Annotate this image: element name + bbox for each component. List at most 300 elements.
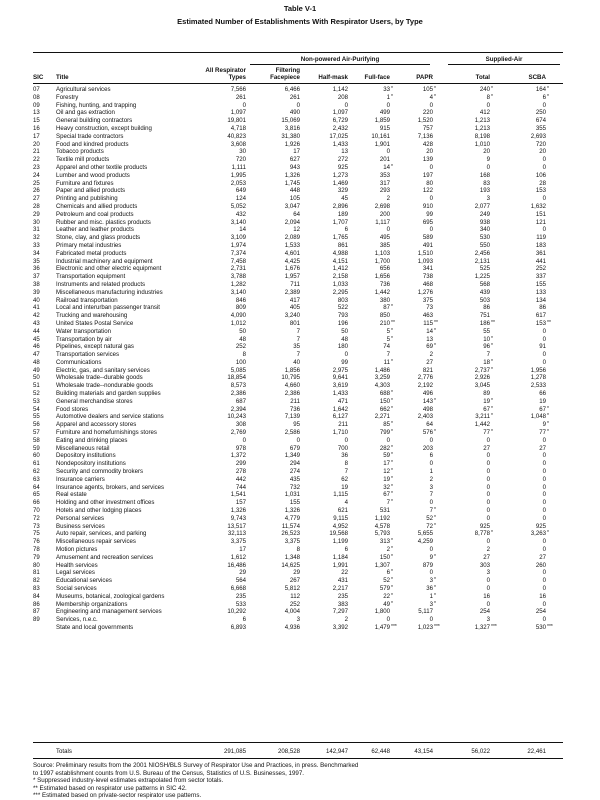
cell-title: Transportation services (56, 351, 120, 359)
cell-supplied-total: 0 (486, 163, 490, 171)
cell-supplied-total: 0 (486, 475, 490, 483)
cell-filtering-facepiece: 1,326 (284, 171, 300, 179)
cell-full-face: 1,442 (374, 288, 390, 296)
cell-half-mask: 2,158 (332, 273, 348, 281)
cell-sic: 48 (33, 358, 40, 366)
cell-all-types: 2,053 (230, 179, 246, 187)
cell-half-mask: 7 (344, 468, 348, 476)
table-row (0, 374, 600, 382)
cell-supplied-total: 439 (479, 288, 490, 296)
table-row (0, 476, 600, 484)
cell-sic: 66 (33, 499, 40, 507)
cell-scba-mark: * (547, 429, 549, 436)
cell-papr: 2 (429, 351, 433, 359)
cell-papr-mark: * (434, 600, 436, 607)
cell-papr: 0 (429, 163, 433, 171)
cell-half-mask: 1,199 (332, 538, 348, 546)
note-source-1: Source: Preliminary results from the 2001 NIOSH/BLS Survey of Respirator Use and Practices, in press. Benchmarked (33, 762, 359, 769)
cell-title: Health services (56, 561, 98, 569)
cell-scba: 9 (542, 421, 546, 429)
cell-filtering-facepiece: 490 (289, 109, 300, 117)
cell-sic: 24 (33, 171, 40, 179)
cell-filtering-facepiece: 14,625 (281, 561, 300, 569)
cell-half-mask: 6,729 (332, 117, 348, 125)
cell-half-mask: 6 (344, 546, 348, 554)
cell-half-mask: 1,642 (332, 405, 348, 413)
header-title: Title (56, 74, 69, 81)
cell-papr: 2,192 (417, 382, 433, 390)
cell-sic: 64 (33, 483, 40, 491)
cell-full-face: 495 (379, 234, 390, 242)
cell-full-face: 33 (383, 86, 390, 93)
cell-supplied-total: 1,010 (474, 140, 490, 148)
cell-supplied-total: 86 (483, 304, 490, 312)
cell-full-face-mark: * (391, 499, 393, 506)
cell-supplied-total: 249 (479, 210, 490, 218)
cell-scba: 0 (542, 101, 546, 109)
cell-scba: 0 (542, 569, 546, 577)
cell-filtering-facepiece: 5,812 (284, 585, 300, 592)
cell-filtering-facepiece: 2,386 (284, 390, 300, 398)
cell-full-face-mark: * (391, 592, 393, 599)
cell-full-face: 150 (379, 397, 390, 405)
cell-scba: 1,278 (530, 374, 546, 382)
cell-scba: 20 (539, 148, 546, 156)
cell-title: General building contractors (56, 117, 133, 125)
cell-supplied-total-mark: * (491, 366, 493, 373)
cell-full-face: 531 (379, 507, 390, 515)
cell-full-face: 317 (379, 179, 390, 187)
cell-sic: 70 (33, 507, 40, 515)
cell-half-mask: 50 (341, 327, 348, 335)
totals-label: Totals (56, 748, 72, 755)
cell-half-mask: 13 (341, 148, 348, 156)
cell-supplied-total: 0 (486, 483, 490, 491)
cell-all-types: 0 (242, 436, 246, 444)
cell-title: General merchandise stores (56, 397, 133, 405)
cell-scba: 0 (542, 156, 546, 164)
cell-sic: 47 (33, 351, 40, 359)
cell-title: Furniture and fixtures (56, 179, 114, 187)
cell-filtering-facepiece: 11,574 (281, 522, 300, 530)
cell-scba: 0 (542, 475, 546, 483)
cell-scba: 183 (535, 241, 546, 249)
cell-all-types: 3,109 (230, 234, 246, 242)
table-row (0, 172, 600, 180)
cell-half-mask: 861 (337, 241, 348, 249)
table-row (0, 491, 600, 499)
cell-scba-mark: * (547, 405, 549, 412)
header-papr: PAPR (416, 74, 433, 81)
cell-filtering-facepiece: 0 (296, 436, 300, 444)
header-half-mask: Half-mask (318, 74, 348, 81)
cell-papr: 2 (429, 475, 433, 483)
cell-title: Trucking and warehousing (56, 312, 128, 320)
cell-filtering-facepiece: 1,326 (284, 507, 300, 515)
cell-filtering-facepiece: 35 (293, 343, 300, 351)
cell-sic: 62 (33, 468, 40, 476)
cell-filtering-facepiece: 711 (290, 280, 300, 288)
cell-papr: 14 (426, 327, 433, 335)
cell-title: Instruments and related products (56, 280, 146, 288)
table-row (0, 577, 600, 585)
cell-title: Hotels and other lodging places (56, 507, 142, 515)
cell-full-face-mark: *** (391, 623, 397, 630)
cell-sic: 38 (33, 280, 40, 288)
cell-supplied-total-mark: * (491, 93, 493, 100)
cell-half-mask: 4,952 (332, 522, 348, 530)
cell-all-types: 4,090 (230, 312, 246, 320)
cell-all-types: 1,326 (230, 507, 246, 515)
cell-supplied-total: 16 (483, 592, 490, 600)
cell-supplied-total-mark: * (491, 86, 493, 92)
cell-papr: 0 (429, 195, 433, 203)
note-footnote-2: ** Estimated based on respirator use patterns in SIC 42. (33, 784, 187, 792)
cell-title: Miscellaneous retail (56, 444, 110, 452)
cell-all-types: 2,394 (230, 405, 246, 413)
cell-papr: 4 (429, 93, 433, 101)
cell-filtering-facepiece: 2,586 (284, 429, 300, 437)
cell-supplied-total: 0 (486, 436, 490, 444)
cell-title: Petroleum and coal products (56, 210, 134, 218)
cell-full-face: 656 (379, 265, 390, 273)
cell-filtering-facepiece: 95 (293, 421, 300, 429)
cell-all-types: 2,731 (230, 265, 246, 273)
table-row (0, 281, 600, 289)
cell-all-types: 32,113 (227, 530, 246, 538)
cell-title: Paper and allied products (56, 187, 126, 195)
cell-scba: 260 (535, 561, 546, 569)
cell-supplied-total: 1,225 (474, 273, 490, 281)
cell-filtering-facepiece: 8 (296, 546, 300, 554)
cell-title: Fabricated metal products (56, 249, 127, 257)
table-row (0, 133, 600, 141)
table-row (0, 382, 600, 390)
cell-all-types: 533 (235, 600, 246, 608)
cell-scba: 617 (535, 312, 546, 320)
cell-papr: 1 (429, 592, 433, 600)
cell-full-face-mark: * (391, 335, 393, 342)
cell-supplied-total: 19 (483, 397, 490, 405)
cell-papr: 52 (426, 514, 433, 522)
cell-filtering-facepiece: 1,745 (284, 179, 300, 187)
cell-full-face-mark: * (391, 600, 393, 607)
cell-scba: 925 (535, 522, 546, 530)
cell-papr-mark: * (434, 327, 436, 334)
cell-full-face: 5 (386, 335, 390, 343)
cell-filtering-facepiece: 7 (296, 335, 300, 343)
cell-title: Apparel and accessory stores (56, 421, 137, 429)
table-row (0, 234, 600, 242)
cell-supplied-total: 77 (483, 429, 490, 437)
cell-half-mask: 8 (344, 460, 348, 468)
cell-title: Food stores (56, 405, 89, 413)
cell-filtering-facepiece: 3,816 (284, 124, 300, 132)
cell-all-types: 442 (235, 475, 246, 483)
cell-title: Rubber and misc. plastics products (56, 218, 151, 226)
cell-scba: 1,048 (530, 413, 546, 421)
table-row (0, 507, 600, 515)
cell-half-mask: 7,297 (332, 608, 348, 616)
cell-supplied-total: 186 (479, 319, 490, 327)
cell-scba: 0 (542, 460, 546, 468)
cell-supplied-total: 1,327 (474, 623, 490, 631)
cell-sic: 61 (33, 460, 40, 468)
cell-full-face: 0 (386, 226, 390, 234)
cell-full-face-mark: * (391, 405, 393, 412)
cell-sic: 32 (33, 234, 40, 242)
cell-half-mask: 2,975 (332, 366, 348, 374)
cell-half-mask: 235 (337, 592, 348, 600)
cell-papr-mark: * (434, 585, 436, 591)
cell-all-types: 2,769 (230, 429, 246, 437)
cell-sic: 84 (33, 592, 40, 600)
cell-filtering-facepiece: 274 (289, 468, 300, 476)
table-row (0, 125, 600, 133)
table-row (0, 569, 600, 577)
cell-title: Miscellaneous repair services (56, 538, 136, 546)
cell-sic: 41 (33, 304, 40, 312)
cell-papr: 115 (423, 319, 433, 327)
table-row (0, 117, 600, 125)
header-scba: SCBA (528, 74, 546, 81)
cell-papr: 36 (426, 585, 433, 592)
cell-all-types: 687 (235, 397, 246, 405)
cell-scba: 151 (535, 210, 546, 218)
cell-scba: 19 (539, 397, 546, 405)
cell-full-face: 1 (386, 93, 390, 101)
cell-full-face: 1,800 (374, 608, 390, 616)
cell-title: Water transportation (56, 327, 111, 335)
cell-all-types: 1,372 (230, 452, 246, 460)
cell-scba: 530 (535, 623, 546, 631)
cell-full-face-mark: * (391, 93, 393, 100)
cell-sic: 60 (33, 452, 40, 460)
cell-sic: 28 (33, 202, 40, 210)
cell-scba: 86 (539, 304, 546, 312)
cell-all-types: 1,541 (230, 491, 246, 499)
table-row (0, 413, 600, 421)
cell-scba: 0 (542, 514, 546, 522)
cell-half-mask: 2,295 (332, 288, 348, 296)
cell-sic: 34 (33, 249, 40, 257)
header-ff-line2: Facepiece (270, 74, 300, 81)
cell-all-types: 744 (235, 483, 246, 491)
cell-papr-mark: * (434, 343, 436, 350)
cell-full-face: 19 (383, 475, 390, 483)
cell-scba: 0 (542, 351, 546, 359)
cell-papr: 3 (429, 483, 433, 491)
cell-filtering-facepiece: 31,380 (281, 132, 300, 140)
cell-all-types: 3,140 (230, 288, 246, 296)
cell-papr: 203 (422, 444, 433, 452)
note-footnote-3: *** Estimated based on private-sector respirator use patterns. (33, 792, 202, 800)
cell-filtering-facepiece: 0 (296, 101, 300, 109)
cell-all-types: 40,823 (227, 132, 246, 140)
cell-supplied-total-mark: * (491, 343, 493, 350)
cell-supplied-total: 0 (486, 499, 490, 507)
cell-full-face-mark: * (391, 86, 393, 92)
cell-sic: 57 (33, 429, 40, 437)
cell-title: Miscellaneous manufacturing industries (56, 288, 163, 296)
cell-all-types: 3,140 (230, 218, 246, 226)
cell-scba-mark: * (547, 530, 549, 537)
cell-half-mask: 1,142 (332, 86, 348, 93)
cell-supplied-total-mark: * (491, 413, 493, 420)
cell-filtering-facepiece: 294 (289, 460, 300, 468)
totals-all: 291,085 (223, 748, 246, 755)
cell-papr: 122 (422, 187, 433, 195)
cell-papr: 0 (429, 101, 433, 109)
cell-supplied-total: 27 (483, 553, 490, 561)
cell-full-face-mark: * (391, 429, 393, 436)
cell-all-types: 3,375 (230, 538, 246, 546)
cell-sic: 31 (33, 226, 40, 234)
cell-title: Furniture and homefurnishings stores (56, 429, 157, 437)
cell-half-mask: 4,151 (332, 257, 348, 265)
table-row (0, 468, 600, 476)
cell-sic: 80 (33, 561, 40, 569)
cell-all-types: 2,386 (230, 390, 246, 398)
cell-title: Museums, botanical, zoological gardens (56, 592, 165, 600)
table-row (0, 289, 600, 297)
cell-title: Primary metal industries (56, 241, 122, 249)
cell-scba: 0 (542, 452, 546, 460)
cell-all-types: 3,608 (230, 140, 246, 148)
cell-full-face: 12 (383, 468, 390, 476)
cell-scba: 0 (542, 436, 546, 444)
cell-supplied-total: 303 (479, 561, 490, 569)
cell-papr: 821 (422, 366, 433, 374)
cell-filtering-facepiece: 155 (289, 499, 300, 507)
cell-filtering-facepiece: 4,425 (284, 257, 300, 265)
cell-full-face: 5 (386, 327, 390, 335)
cell-title: State and local governments (56, 623, 134, 631)
cell-scba: 0 (542, 499, 546, 507)
cell-full-face: 579 (379, 585, 390, 592)
cell-half-mask: 99 (341, 358, 348, 366)
cell-all-types: 17 (239, 546, 246, 554)
cell-filtering-facepiece: 15,069 (281, 117, 300, 125)
cell-title: Pipelines, except natural gas (56, 343, 134, 351)
cell-all-types: 809 (235, 304, 246, 312)
cell-half-mask: 48 (341, 335, 348, 343)
cell-half-mask: 0 (344, 101, 348, 109)
cell-sic: 21 (33, 148, 40, 156)
cell-papr: 496 (422, 390, 433, 398)
cell-supplied-total: 18 (483, 358, 490, 366)
cell-papr: 6 (429, 452, 433, 460)
cell-scba: 27 (539, 444, 546, 452)
cell-supplied-total: 2 (486, 546, 490, 554)
cell-papr: 69 (426, 343, 433, 351)
cell-supplied-total: 240 (479, 86, 490, 93)
group-header-nonpowered: Non-powered Air-Purifying (250, 56, 430, 65)
cell-full-face-mark: * (391, 397, 393, 404)
cell-scba: 16 (539, 592, 546, 600)
table-row (0, 562, 600, 570)
cell-filtering-facepiece: 4,779 (284, 514, 300, 522)
cell-title: Legal services (56, 569, 95, 577)
cell-papr-mark: * (434, 429, 436, 436)
cell-filtering-facepiece: 252 (289, 600, 300, 608)
cell-all-types: 5,085 (230, 366, 246, 374)
cell-supplied-total-mark: * (491, 405, 493, 412)
cell-scba: 28 (539, 179, 546, 187)
cell-all-types: 6 (242, 616, 246, 624)
cell-scba: 134 (535, 296, 546, 304)
cell-papr: 5,655 (417, 530, 433, 538)
cell-half-mask: 211 (338, 421, 348, 429)
cell-scba: 250 (535, 109, 546, 117)
cell-filtering-facepiece: 267 (289, 577, 300, 585)
cell-full-face: 7 (386, 499, 390, 507)
cell-scba: 252 (535, 265, 546, 273)
cell-supplied-total: 751 (479, 312, 490, 320)
cell-scba-mark: ** (547, 319, 551, 326)
cell-full-face: 915 (379, 124, 390, 132)
cell-sic: 23 (33, 163, 40, 171)
cell-full-face-mark: * (391, 475, 393, 482)
cell-papr: 72 (426, 522, 433, 530)
cell-full-face: 210 (379, 319, 390, 327)
cell-supplied-total-mark: ** (491, 319, 495, 326)
cell-all-types: 278 (235, 468, 246, 476)
cell-sic: 63 (33, 475, 40, 483)
cell-papr: 0 (429, 226, 433, 234)
cell-sic: 25 (33, 179, 40, 187)
cell-scba: 361 (535, 249, 546, 257)
cell-filtering-facepiece: 3,240 (284, 312, 300, 320)
cell-sic: 46 (33, 343, 40, 351)
cell-half-mask: 1,765 (332, 234, 348, 242)
cell-papr: 0 (429, 546, 433, 554)
cell-title: Real estate (56, 491, 87, 499)
cell-title: Building materials and garden supplies (56, 390, 161, 398)
cell-full-face-mark: * (391, 468, 393, 475)
cell-papr: 105 (422, 86, 433, 93)
cell-half-mask: 1,707 (332, 218, 348, 226)
cell-papr: 1,510 (417, 249, 433, 257)
cell-filtering-facepiece: 7 (296, 351, 300, 359)
cell-full-face: 17 (383, 460, 390, 468)
table-row (0, 312, 600, 320)
cell-all-types: 19,801 (227, 117, 246, 125)
table-row (0, 109, 600, 117)
cell-papr: 139 (422, 156, 433, 164)
cell-title: Tobacco products (56, 148, 104, 156)
cell-full-face-mark: * (391, 444, 393, 451)
cell-all-types: 6,668 (230, 585, 246, 592)
cell-supplied-total: 2,131 (474, 257, 490, 265)
cell-papr: 498 (422, 405, 433, 413)
table-row (0, 141, 600, 149)
cell-full-face-mark: * (391, 546, 393, 553)
cell-sic: 45 (33, 335, 40, 343)
cell-filtering-facepiece: 3 (296, 616, 300, 624)
cell-full-face-mark: * (391, 460, 393, 467)
cell-filtering-facepiece: 1,349 (284, 452, 300, 460)
table-row (0, 297, 600, 305)
cell-supplied-total: 550 (479, 241, 490, 249)
cell-scba: 674 (535, 117, 546, 125)
cell-filtering-facepiece: 943 (289, 163, 300, 171)
cell-scba-mark: * (547, 93, 549, 100)
cell-supplied-total: 0 (486, 514, 490, 522)
cell-sic: 54 (33, 405, 40, 413)
cell-sic: 76 (33, 538, 40, 546)
cell-scba: 0 (542, 327, 546, 335)
